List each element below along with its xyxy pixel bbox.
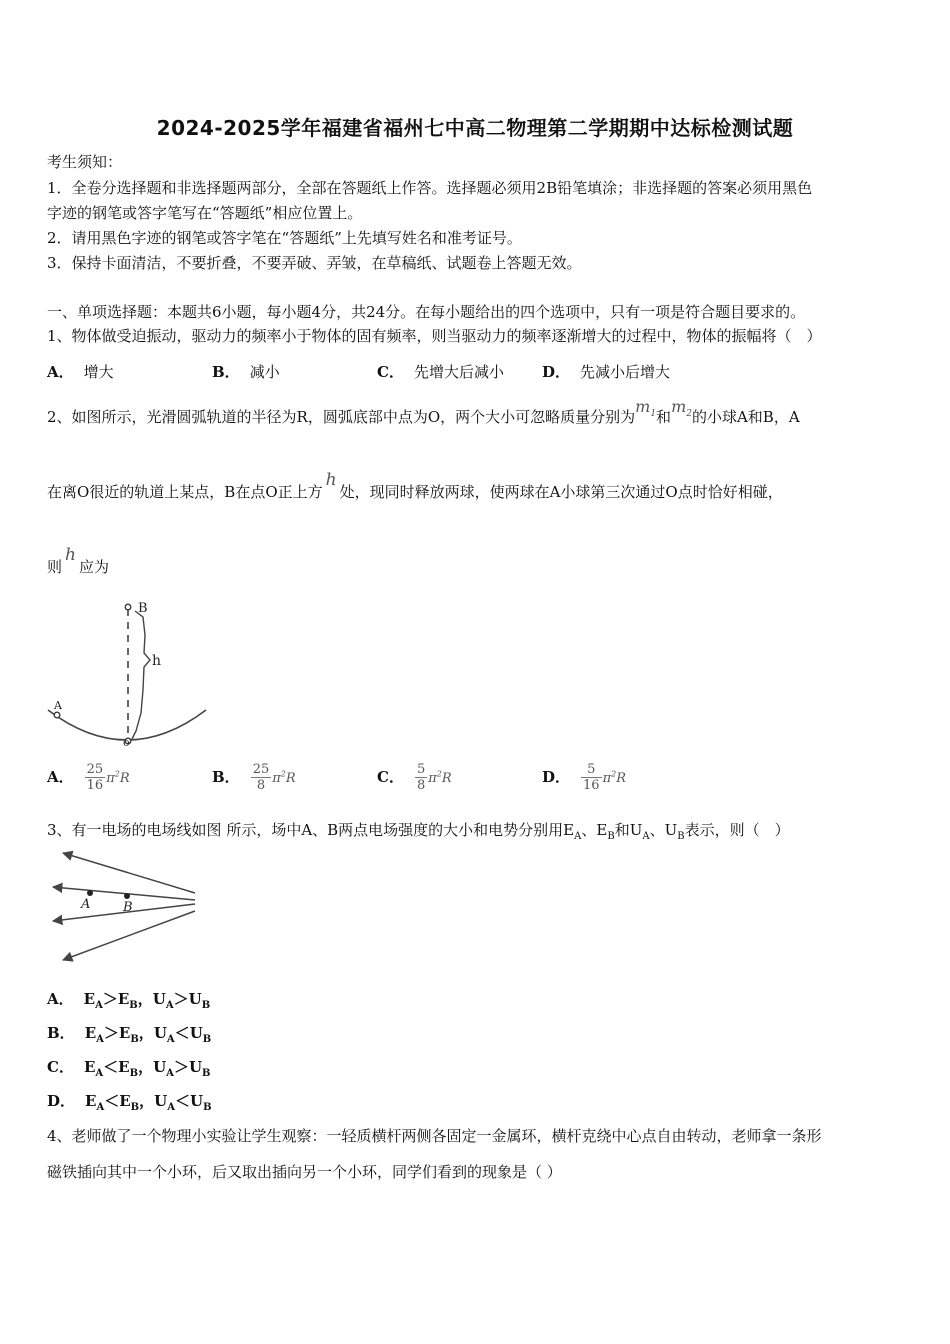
m1-symbol: m (635, 397, 651, 416)
u-symbol: U (189, 1024, 203, 1042)
subscript-b: B (129, 1000, 138, 1011)
option-text: 增大 (83, 363, 114, 381)
q2-text: 处，现同时释放两球，使两球在A小球第三次通过O点时恰好相碰， (339, 483, 783, 501)
mass-m1 (635, 397, 657, 420)
q2-text: 则 (47, 558, 63, 576)
ball-b (125, 604, 131, 610)
mass-m2 (671, 397, 692, 420)
subscript-a: A (96, 1102, 105, 1113)
pi-symbol: π (602, 770, 612, 786)
section-heading: 一、单项选择题：本题共6小题，每小题4分，共24分。在每小题给出的四个选项中，只有一项是符合题目要求的。 (47, 303, 806, 321)
e-symbol: E (117, 990, 130, 1008)
q2-option-b (212, 762, 296, 793)
option-letter: A． (47, 363, 74, 381)
r-symbol: R (119, 770, 130, 786)
fraction (251, 762, 272, 793)
option-letter: A． (47, 990, 74, 1008)
subscript-b: B (130, 1102, 140, 1113)
fraction (415, 762, 427, 793)
subscript-a: A (166, 1034, 175, 1045)
label-b: B (123, 900, 133, 915)
u-symbol: U (153, 1024, 167, 1042)
q4-line-2: 磁铁插向其中一个小环，后又取出插向另一个小环，同学们看到的现象是（ ） (47, 1163, 562, 1181)
option-letter: A． (47, 767, 74, 786)
relation: ＜ (103, 1058, 119, 1076)
notice-item-3: 3．保持卡面清洁，不要折叠，不要弄破、弄皱，在草稿纸、试题卷上答题无效。 (47, 254, 582, 272)
pi-symbol: π (272, 770, 281, 786)
e-symbol: E (118, 1024, 131, 1042)
q2-text: 2、如图所示，光滑圆弧轨道的半径为R，圆弧底部中点为O，两个大小可忽略质量分别为 (47, 408, 636, 426)
q2-option-c (377, 762, 452, 793)
q3-stem (47, 820, 790, 847)
relation: ＞ (173, 990, 189, 1008)
option-text: 先减小后增大 (580, 363, 671, 381)
pi-squared-r (106, 771, 129, 786)
field-line-2 (53, 887, 195, 900)
m2-symbol: m (671, 397, 687, 416)
q3-option-a (47, 988, 210, 1011)
u-symbol: U (153, 1058, 167, 1076)
subscript-b: B (130, 1034, 139, 1045)
u-symbol: U (188, 1058, 203, 1076)
page-title: 2024-2025学年福建省福州七中高二物理第二学期期中达标检测试题 (156, 116, 794, 140)
u-symbol: U (154, 1092, 168, 1110)
separator: ， (138, 1058, 154, 1076)
q2-line-1 (47, 397, 800, 434)
point-a (87, 890, 93, 896)
r-symbol: R (285, 770, 296, 786)
point-b (124, 893, 130, 899)
q2-line-2 (47, 470, 783, 502)
m1-sub: 1 (650, 409, 657, 420)
relation: ＞ (102, 990, 118, 1008)
option-letter: C． (377, 767, 404, 786)
option-text: 减小 (249, 363, 280, 381)
r-symbol: R (441, 770, 452, 786)
subscript-b: B (129, 1068, 139, 1079)
r-symbol: R (616, 770, 626, 786)
q2-and: 和 (656, 408, 672, 426)
exponent: 2 (436, 769, 442, 779)
relation: ＜ (175, 1092, 191, 1110)
separator: ， (137, 990, 153, 1008)
numerator: 25 (252, 762, 270, 777)
option-letter: C． (377, 363, 404, 381)
subscript-a: A (96, 1034, 104, 1045)
u-symbol: U (152, 990, 166, 1008)
fraction (581, 762, 602, 793)
relation: ＞ (173, 1058, 189, 1076)
e-symbol: E (84, 1024, 97, 1042)
numerator: 25 (86, 762, 104, 777)
e-symbol: E (85, 1092, 97, 1110)
fraction (85, 762, 106, 793)
label-o: o (123, 736, 130, 749)
numerator: 5 (581, 762, 602, 778)
subscript-a: A (574, 831, 582, 842)
q1-stem: 1、物体做受迫振动，驱动力的频率小于物体的固有频率，则当驱动力的频率逐渐增大的过程中，物体的振幅将（ ） (47, 327, 822, 345)
pi-symbol: π (428, 770, 437, 786)
relation: ＞ (103, 1024, 119, 1042)
option-letter: D． (542, 363, 571, 381)
relation: ＜ (174, 1024, 190, 1042)
q3-comma: 、 (649, 821, 665, 839)
notice-heading: 考生须知： (47, 153, 123, 171)
pi-squared-r (603, 771, 626, 786)
ball-a (54, 712, 60, 718)
m2-sub: 2 (686, 409, 692, 420)
q1-option-d (542, 361, 670, 382)
denominator: 8 (416, 778, 426, 793)
field-line-4 (63, 911, 195, 960)
q2-option-d (542, 762, 626, 793)
q1-option-c (377, 361, 504, 382)
q2-text: 应为 (78, 558, 109, 576)
q3-e: E (596, 821, 608, 839)
notice-item-1: 1．全卷分选择题和非选择题两部分，全部在答题纸上作答。选择题必须用2B铅笔填涂；非选择题的答案必须用黑色 (47, 179, 813, 197)
option-letter: C． (47, 1058, 74, 1076)
option-letter: B． (212, 363, 240, 381)
option-letter: B． (47, 1024, 75, 1042)
q3-option-d (47, 1090, 212, 1113)
q2-option-a (47, 762, 130, 793)
subscript-b: B (607, 831, 615, 842)
q4-line-1: 4、老师做了一个物理小实验让学生观察：一轻质横杆两侧各固定一金属环，横杆克绕中心点自由转动，老师拿一条形 (47, 1127, 822, 1145)
h-brace (132, 611, 150, 739)
subscript-b: B (201, 1000, 211, 1011)
pi-squared-r (272, 771, 295, 786)
relation: ＜ (104, 1092, 120, 1110)
exponent: 2 (611, 769, 617, 779)
q3-field-figure (45, 845, 205, 970)
exponent: 2 (114, 769, 120, 779)
q3-comma: 、 (581, 821, 597, 839)
q2-figure (40, 595, 220, 755)
label-h: h (152, 653, 162, 669)
subscript-b: B (202, 1068, 211, 1079)
subscript-b: B (202, 1034, 212, 1045)
q3-option-c (47, 1056, 211, 1079)
subscript-b: B (203, 1102, 212, 1113)
e-symbol: E (83, 1058, 96, 1076)
subscript-a: A (166, 1068, 174, 1079)
q1-option-b (212, 361, 280, 382)
denominator: 8 (256, 778, 266, 793)
exponent: 2 (280, 769, 286, 779)
e-symbol: E (118, 1058, 130, 1076)
q2-line-3 (47, 545, 109, 577)
q3-text: 表示，则（ ） (684, 821, 790, 839)
q3-u: U (664, 821, 678, 839)
option-letter: D． (47, 1092, 76, 1110)
label-a: A (81, 897, 91, 912)
label-a: A (54, 699, 62, 712)
field-line-1 (63, 853, 195, 893)
option-text: 先增大后减小 (413, 363, 504, 381)
q1-option-a (47, 361, 114, 382)
subscript-a: A (642, 831, 650, 842)
pi-squared-r (428, 771, 451, 786)
h-symbol: h (65, 545, 76, 565)
pi-symbol: π (106, 770, 115, 786)
q2-text: 在离O很近的轨道上某点，B在点O正上方 (47, 483, 323, 501)
denominator: 16 (86, 778, 104, 793)
h-symbol: h (325, 470, 337, 490)
denominator: 16 (583, 778, 600, 793)
subscript-b: B (677, 831, 685, 842)
subscript-a: A (95, 1000, 103, 1011)
notice-item-1-cont: 字迹的钢笔或答字笔写在“答题纸”相应位置上。 (47, 204, 363, 222)
subscript-a: A (95, 1068, 104, 1079)
q3-option-b (47, 1022, 211, 1045)
q3-text: 3、有一电场的电场线如图 所示，场中A、B两点电场强度的大小和电势分别用E (47, 821, 575, 839)
u-symbol: U (190, 1092, 204, 1110)
option-letter: B． (212, 767, 240, 786)
q2-text: 的小球A和B，A (691, 408, 800, 426)
separator: ， (139, 1092, 155, 1110)
subscript-a: A (167, 1102, 175, 1113)
subscript-a: A (165, 1000, 174, 1011)
q3-and-u: 和U (614, 821, 643, 839)
numerator: 5 (416, 762, 426, 777)
e-symbol: E (119, 1092, 131, 1110)
u-symbol: U (188, 990, 202, 1008)
option-letter: D． (542, 767, 571, 786)
e-symbol: E (83, 990, 96, 1008)
separator: ， (138, 1024, 154, 1042)
notice-item-2: 2．请用黑色字迹的钢笔或答字笔在“答题纸”上先填写姓名和准考证号。 (47, 229, 522, 247)
label-b: B (138, 601, 148, 616)
